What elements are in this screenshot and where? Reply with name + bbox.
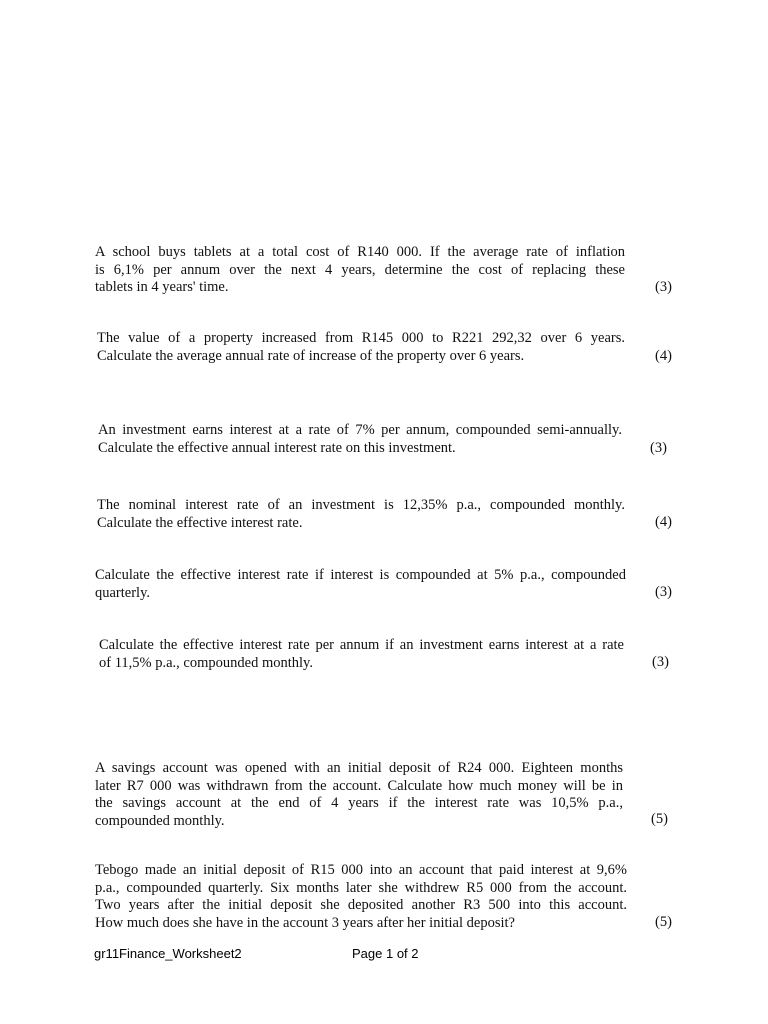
question-5-marks: (3) <box>655 584 672 600</box>
question-8-marks: (5) <box>655 914 672 930</box>
question-6-line-2: of 11,5% p.a., compounded monthly. <box>99 654 313 671</box>
question-8-line-2: p.a., compounded quarterly. Six months later she withdrew R5 000 from the account. <box>95 879 627 896</box>
question-5-line-1: Calculate the effective interest rate if interest is compounded at 5% p.a., compounded <box>95 567 626 583</box>
question-7-line-1: A savings account was opened with an initial deposit of R24 000. Eighteen months <box>95 760 623 776</box>
question-4-marks: (4) <box>655 514 672 530</box>
question-7-text <box>95 760 623 830</box>
question-6-text <box>99 637 624 672</box>
question-3-text <box>98 422 622 457</box>
question-5-line-2: quarterly. <box>95 584 151 601</box>
question-1-line-1: A school buys tablets at a total cost of R140 000. If the average rate of inflation <box>95 244 625 260</box>
question-3-line-2: Calculate the effective annual interest rate on this investment. <box>98 439 456 456</box>
question-6-line-1: Calculate the effective interest rate per annum if an investment earns interest at a rate <box>99 637 624 653</box>
question-2-marks: (4) <box>655 348 672 364</box>
question-4-line-1: The nominal interest rate of an investment is 12,35% p.a., compounded monthly. <box>97 497 625 513</box>
question-7-marks: (5) <box>651 811 668 827</box>
question-8-text <box>95 862 627 932</box>
question-1-marks: (3) <box>655 279 672 295</box>
question-2-text <box>97 330 625 365</box>
question-7-line-3: the savings account at the end of 4 years if the interest rate was 10,5% p.a., <box>95 795 623 811</box>
question-2-line-2: Calculate the average annual rate of increase of the property over 6 years. <box>97 347 525 364</box>
question-4-text <box>97 497 625 532</box>
question-3-marks: (3) <box>650 440 667 456</box>
question-8-line-4: How much does she have in the account 3 years after her initial deposit? <box>95 914 515 931</box>
question-7-line-4: compounded monthly. <box>95 812 225 829</box>
question-5-text <box>95 567 626 602</box>
question-8-line-3: Two years after the initial deposit she deposited another R3 500 into this account. <box>95 897 627 913</box>
question-4-line-2: Calculate the effective interest rate. <box>97 514 303 531</box>
question-1-line-2: is 6,1% per annum over the next 4 years, determine the cost of replacing these <box>95 261 625 278</box>
question-1-line-3: tablets in 4 years' time. <box>95 279 229 295</box>
question-3-line-1: An investment earns interest at a rate of 7% per annum, compounded semi-annually. <box>98 422 622 438</box>
question-6-marks: (3) <box>652 654 669 670</box>
footer-page-number: Page 1 of 2 <box>352 946 419 961</box>
question-2-line-1: The value of a property increased from R145 000 to R221 292,32 over 6 years. <box>97 330 625 346</box>
question-7-line-2: later R7 000 was withdrawn from the account. Calculate how much money will be in <box>95 777 623 794</box>
question-1-text <box>95 244 625 297</box>
footer-filename: gr11Finance_Worksheet2 <box>94 946 242 961</box>
question-8-line-1: Tebogo made an initial deposit of R15 000 into an account that paid interest at 9,6% <box>95 862 627 878</box>
